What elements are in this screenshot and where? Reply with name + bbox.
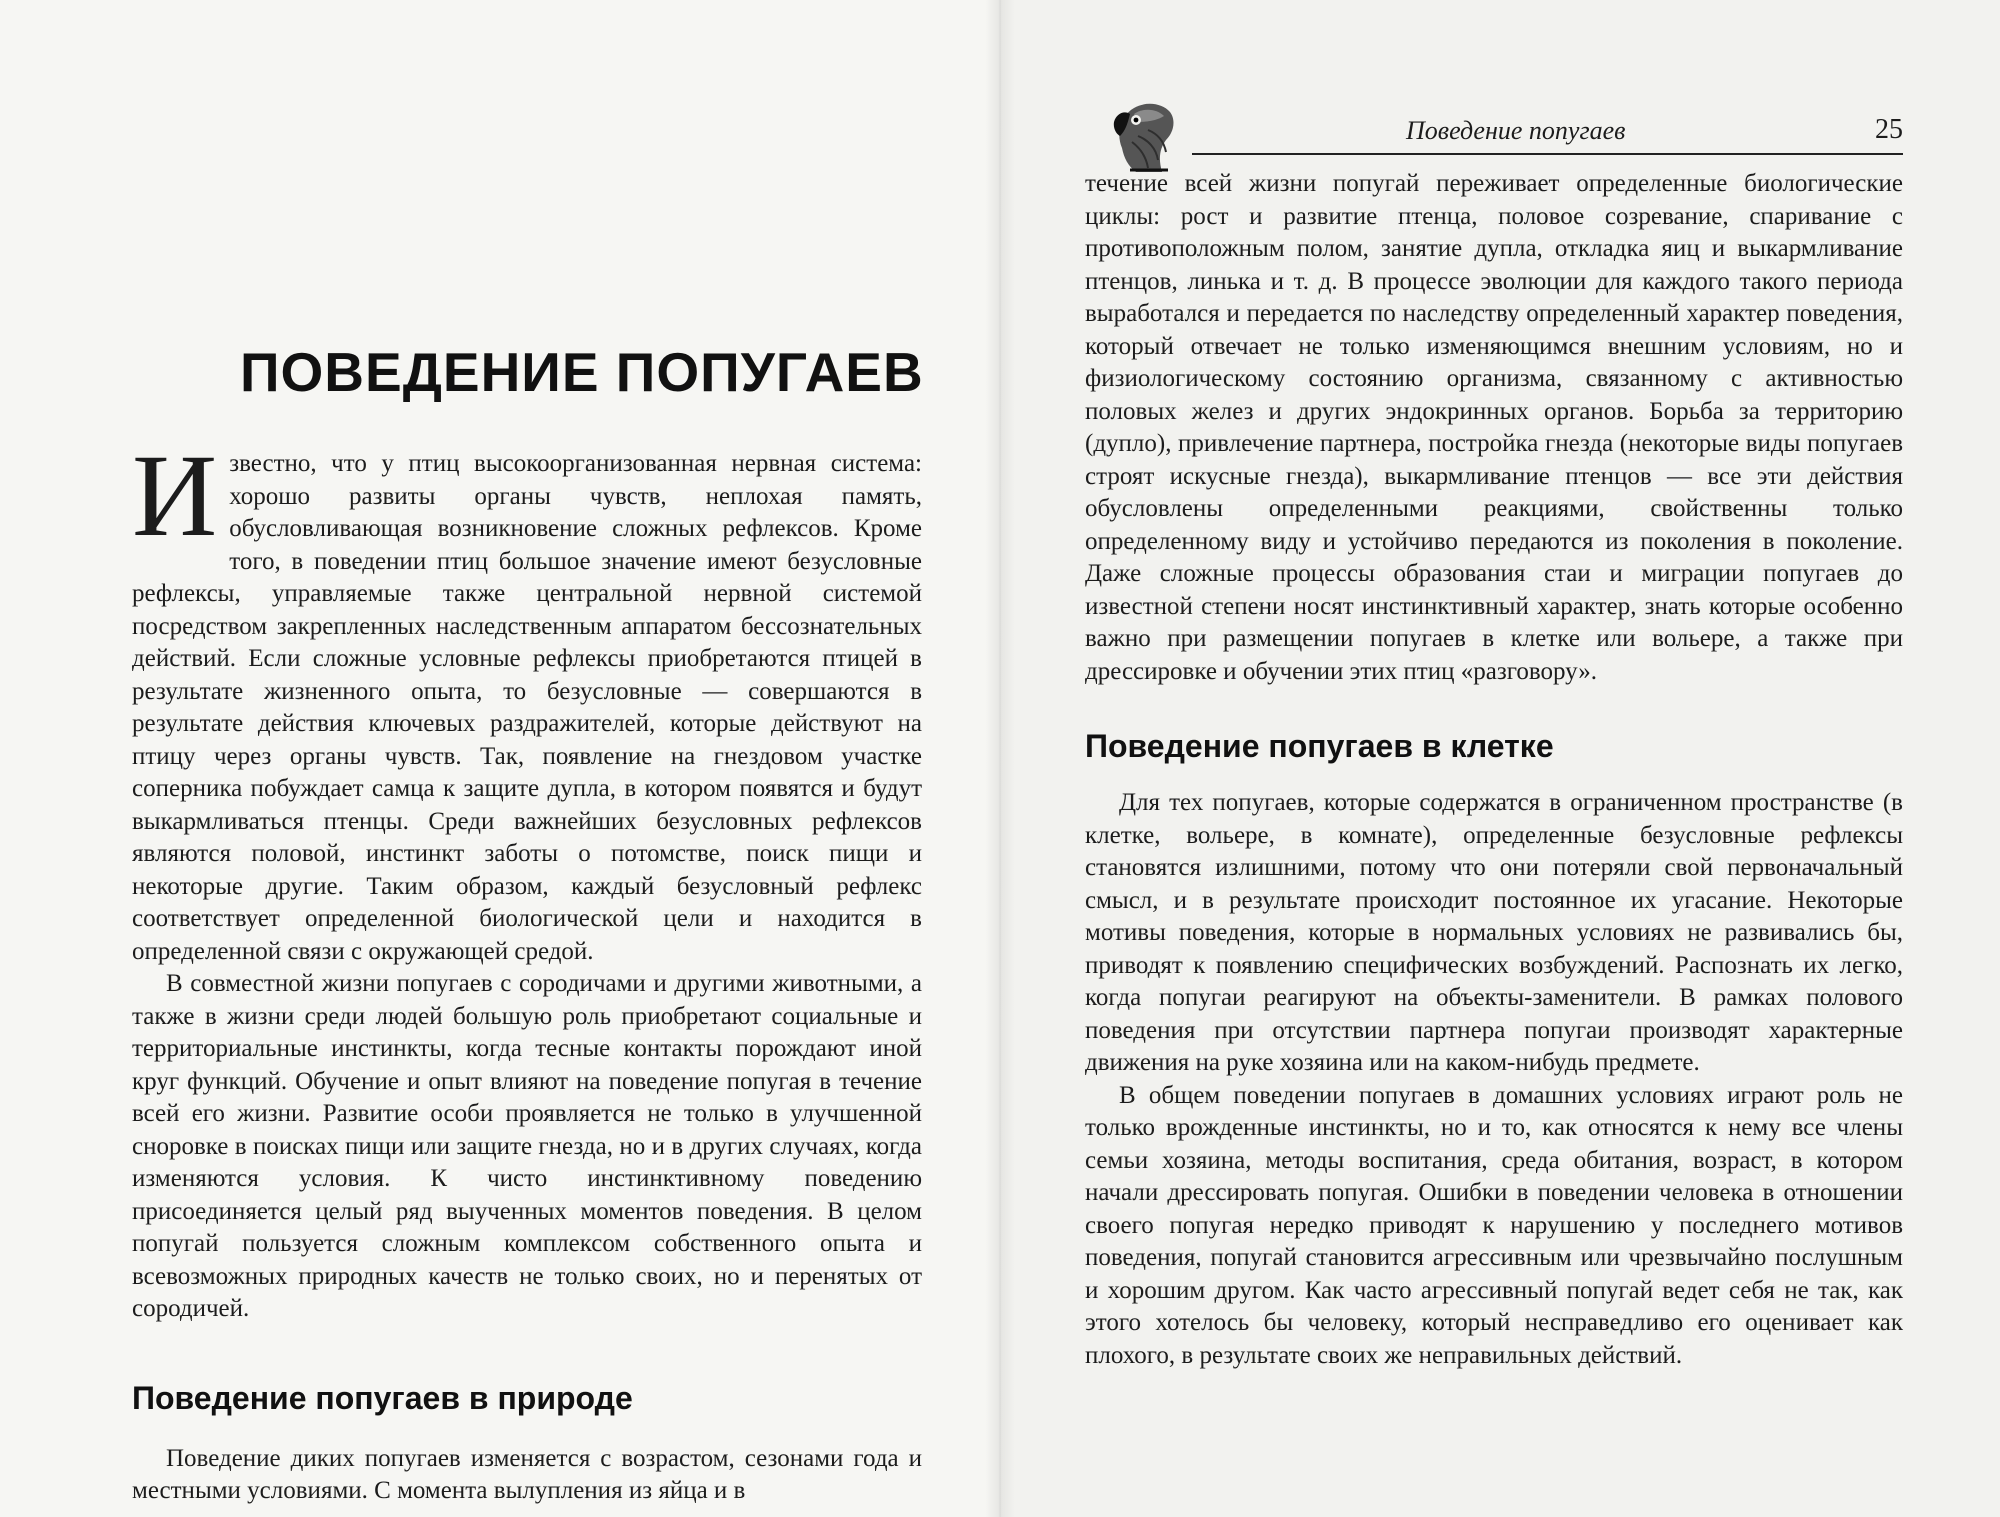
subheading-cage: Поведение попугаев в клетке [1085,728,1554,764]
left-text-column [132,430,922,1508]
paragraph-wild-behavior: Поведение диких попугаев изменяется с возрастом, сезонами года и местными условиями. С момента вылупления из яйца и в [132,1444,922,1504]
intro-paragraph [132,430,922,968]
chapter-title: ПОВЕДЕНИЕ ПОПУГАЕВ [240,341,924,403]
paragraph-social-instincts: В совместной жизни попугаев с сородичами и другими животными, а также в жизни среди людей большую роль приобретают социальные и территориальные инстинкты, когда тесные контакты порождают иной круг функций. Обучение и опыт влияют на поведение попугая в течение всей его жизни. Развитие особи проявляется не только в улучшенной сноровке в поисках пищи или защите гнезда, но и в других случаях, когда изменяются условия. К чисто инстинктивному поведению присоединяется целый ряд выученных моментов поведения. В целом попугай пользуется сложным комплексом собственного опыта и всевозможных природных качеств не только своих, но и перенятых от сородичей. [132,970,922,1322]
paragraph-home-behavior: В общем поведении попугаев в домашних условиях играют роль не только врожденные инстинкты, но и то, как относятся к нему все члены семьи хозяина, методы воспитания, среда обитания, возраст, в котором начали дрессировать попугая. Ошибки в поведении человека в отношении своего попугая нередко приводят к нарушению у последнего мотивов поведения, попугай становится агрессивным или чрезвычайно послушным и хорошим другом. Как часто агрессивный попугай ведет себя не так, как этого хотелось бы человеку, который несправедливо его оценивает как плохого, в результате своих же неправильных действий. [1085,1081,1903,1369]
subheading-nature: Поведение попугаев в природе [132,1379,633,1416]
drop-cap: И [132,430,218,561]
page-number: 25 [1875,114,1903,145]
book-gutter [985,0,1015,1517]
paragraph-life-cycles: течение всей жизни попугай переживает определенные биологические циклы: рост и развитие птенца, половое созревание, спаривание с противоположным полом, занятие дупла, откладка яиц и выкармливание птенцов, линька и т. д. В процессе эволюции для каждого такого периода выработался и передается по наследству определенный характер поведения, который отвечает не только изменяющимся внешним условиям, но и физиологическому состоянию организма, связанному с активностью половых желез и других эндокринных органов. Борьба за территорию (дупло), привлечение партнера, постройка гнезда (некоторые виды попугаев строят искусные гнезда), выкармливание птенцов — все эти действия обусловлены определенными реакциями, свойственны только определенному виду и устойчиво передаются из поколения в поколение. Даже сложные процессы образования стаи и миграции попугаев до известной степени носят инстинктивный характер, знать которые особенно важно при размещении попугаев в клетке или вольере, а также при дрессировке и обучении этих птиц «разговору». [1085,170,1903,685]
header-rule [1192,153,1903,155]
intro-paragraph-text: звестно, что у птиц высокоорганизованная нервная система: хорошо развиты органы чувств, неплохая память, обусловливающая возникновение сложных рефлексов. Кроме того, в поведении птиц большое значение имеют безусловные рефлексы, управляемые также центральной нервной системой посредством закрепленных наследственным аппаратом бессознательных действий. Если сложные условные рефлексы приобретаются птицей в результате жизненного опыта, то безусловные — совершаются в результате действия ключевых раздражителей, которые действуют на птицу через органы чувств. Так, появление на гнездовом участке соперника побуждает самца к защите дупла, в котором появятся и будут выкармливаться птенцы. Среди важнейших безусловных рефлексов являются половой, инстинкт заботы о потомстве, поиск пищи и некоторые другие. Таким образом, каждый безусловный рефлекс соответствует определенной биологической цели и находится в определенной связи с окружающей средой. [132,450,922,965]
running-header-title: Поведение попугаев [1406,116,1626,145]
right-text-column [1085,168,1903,1372]
paragraph-confined-space: Для тех попугаев, которые содержатся в ограниченном пространстве (в клетке, вольере, в комнате), определенные безусловные рефлексы становятся излишними, потому что они потеряли свой первоначальный смысл, и в результате происходит постоянное их угасание. Некоторые мотивы поведения, которые в нормальных условиях не развивались бы, приводят к появлению специфических возбуждений. Распознать их легко, когда попугаи реагируют на объекты-заменители. В рамках полового поведения при отсутствии партнера попугаи производят характерные движения на руке хозяина или на каком-нибудь предмете. [1085,789,1903,1076]
parrot-icon [1108,96,1190,176]
running-header [1108,96,1903,158]
